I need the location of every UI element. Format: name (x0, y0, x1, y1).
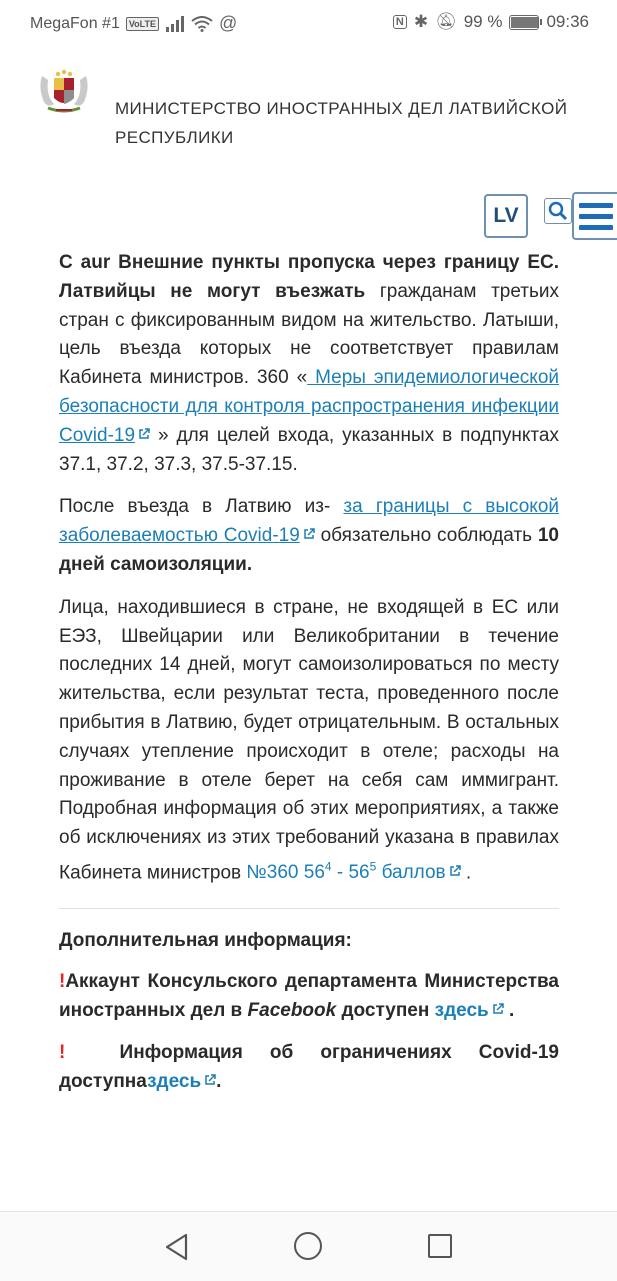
status-bar (0, 0, 617, 46)
entry-rules-bold: С aur Внешние пункты пропуска через границу ЕС. Латвийцы не могут въезжать (59, 252, 559, 302)
site-header (0, 60, 617, 250)
article-content (59, 249, 565, 1111)
system-navigation-bar (0, 1211, 617, 1281)
covid-restrictions-here-link[interactable]: здесь (147, 1071, 216, 1092)
external-link-icon (449, 865, 461, 877)
external-link-icon (303, 528, 315, 540)
hamburger-icon-bar (579, 214, 613, 219)
coat-of-arms-logo[interactable] (36, 68, 92, 114)
volte-badge: VoLTE (126, 17, 159, 31)
signal-icon (165, 16, 185, 32)
back-icon[interactable] (162, 1232, 192, 1262)
alert-icon: ! (59, 970, 66, 992)
paragraph-third-country: Лица, находившиеся в стране, не входящей в ЕС или ЕЭЗ, Швейцарии или Великобритании в течение последних 14 дней, могут самоизолироваться по месту жительства, если результат теста, проведенного после прибытия в Латвию, будет отрицательным. В остальных случаях утепление происходит в отеле; расходы на проживание в отеле берет на себя сам иммигрант. Подробная информация об этих мероприятиях, а также об исключениях из этих требований указана в правилах Кабинета министров №360 $56^4 - 56^5$ баллов . (59, 596, 559, 884)
hamburger-icon-bar (579, 203, 613, 208)
hamburger-icon-bar (579, 225, 613, 230)
language-switch-button[interactable]: LV (484, 194, 528, 238)
alert-icon: ! (59, 1042, 66, 1064)
at-icon: @ (219, 13, 238, 33)
facebook-here-link[interactable]: здесь (435, 1000, 504, 1021)
external-link-icon (204, 1074, 216, 1086)
external-link-icon (138, 428, 150, 440)
paragraph-self-isolation: После въезда в Латвию из- за границы с высокой заболеваемостью Covid-19 обязательно соблюдать 10 дней самоизоляции. (59, 496, 559, 575)
ministry-title[interactable]: МИНИСТЕРСТВО ИНОСТРАННЫХ ДЕЛ ЛАТВИЙСКОЙ РЕСПУБЛИКИ (115, 99, 568, 147)
battery-icon (509, 15, 539, 30)
info-item-covid-restrictions: ! Информация об ограничениях Covid-19 доступназдесь . (59, 1042, 565, 1093)
wifi-icon (191, 16, 213, 32)
high-incidence-countries-link[interactable]: за границы с высокой заболеваемостью Covid-19 (59, 496, 559, 547)
carrier-name: MegaFon #1 (30, 14, 120, 32)
regulation-points-link[interactable]: №360 $56^4 - 56^5$ баллов (246, 862, 460, 883)
search-icon (545, 199, 570, 222)
additional-info-heading: Дополнительная информация: (59, 930, 352, 952)
self-isolation-days: 10 дней самоизоляции. (59, 525, 559, 575)
paragraph-entry-rules: С aur Внешние пункты пропуска через границу ЕС. Латвийцы не могут въезжать гражданам третьих стран с фиксированным видом на жительство. Латыши, цель въезда которых не соответствует правилам Кабинета министров. 360 « Меры эпидемиологической безопасности для контроля распространения инфекции Covid-19 » для целей входа, указанных в подпунктах 37.1, 37.2, 37.3, 37.5-37.15. (59, 252, 559, 475)
section-divider (59, 908, 559, 909)
recent-apps-icon[interactable] (428, 1234, 452, 1258)
battery-percent: 99 % (463, 12, 503, 31)
home-icon[interactable] (294, 1232, 322, 1260)
external-link-icon (492, 1003, 504, 1015)
nfc-icon: N (393, 15, 407, 29)
bluetooth-icon: ✱ (413, 12, 429, 31)
search-button[interactable] (544, 198, 572, 224)
regulation-link[interactable]: Меры эпидемиологической безопасности для контроля распространения инфекции Covid-19 (59, 367, 559, 446)
info-item-facebook: !Аккаунт Консульского департамента Министерства иностранных дел в Facebook доступен здесь . (59, 970, 559, 1021)
clock: 09:36 (546, 12, 589, 31)
mute-icon: 🔕︎ (435, 12, 457, 31)
menu-button[interactable] (572, 192, 617, 240)
